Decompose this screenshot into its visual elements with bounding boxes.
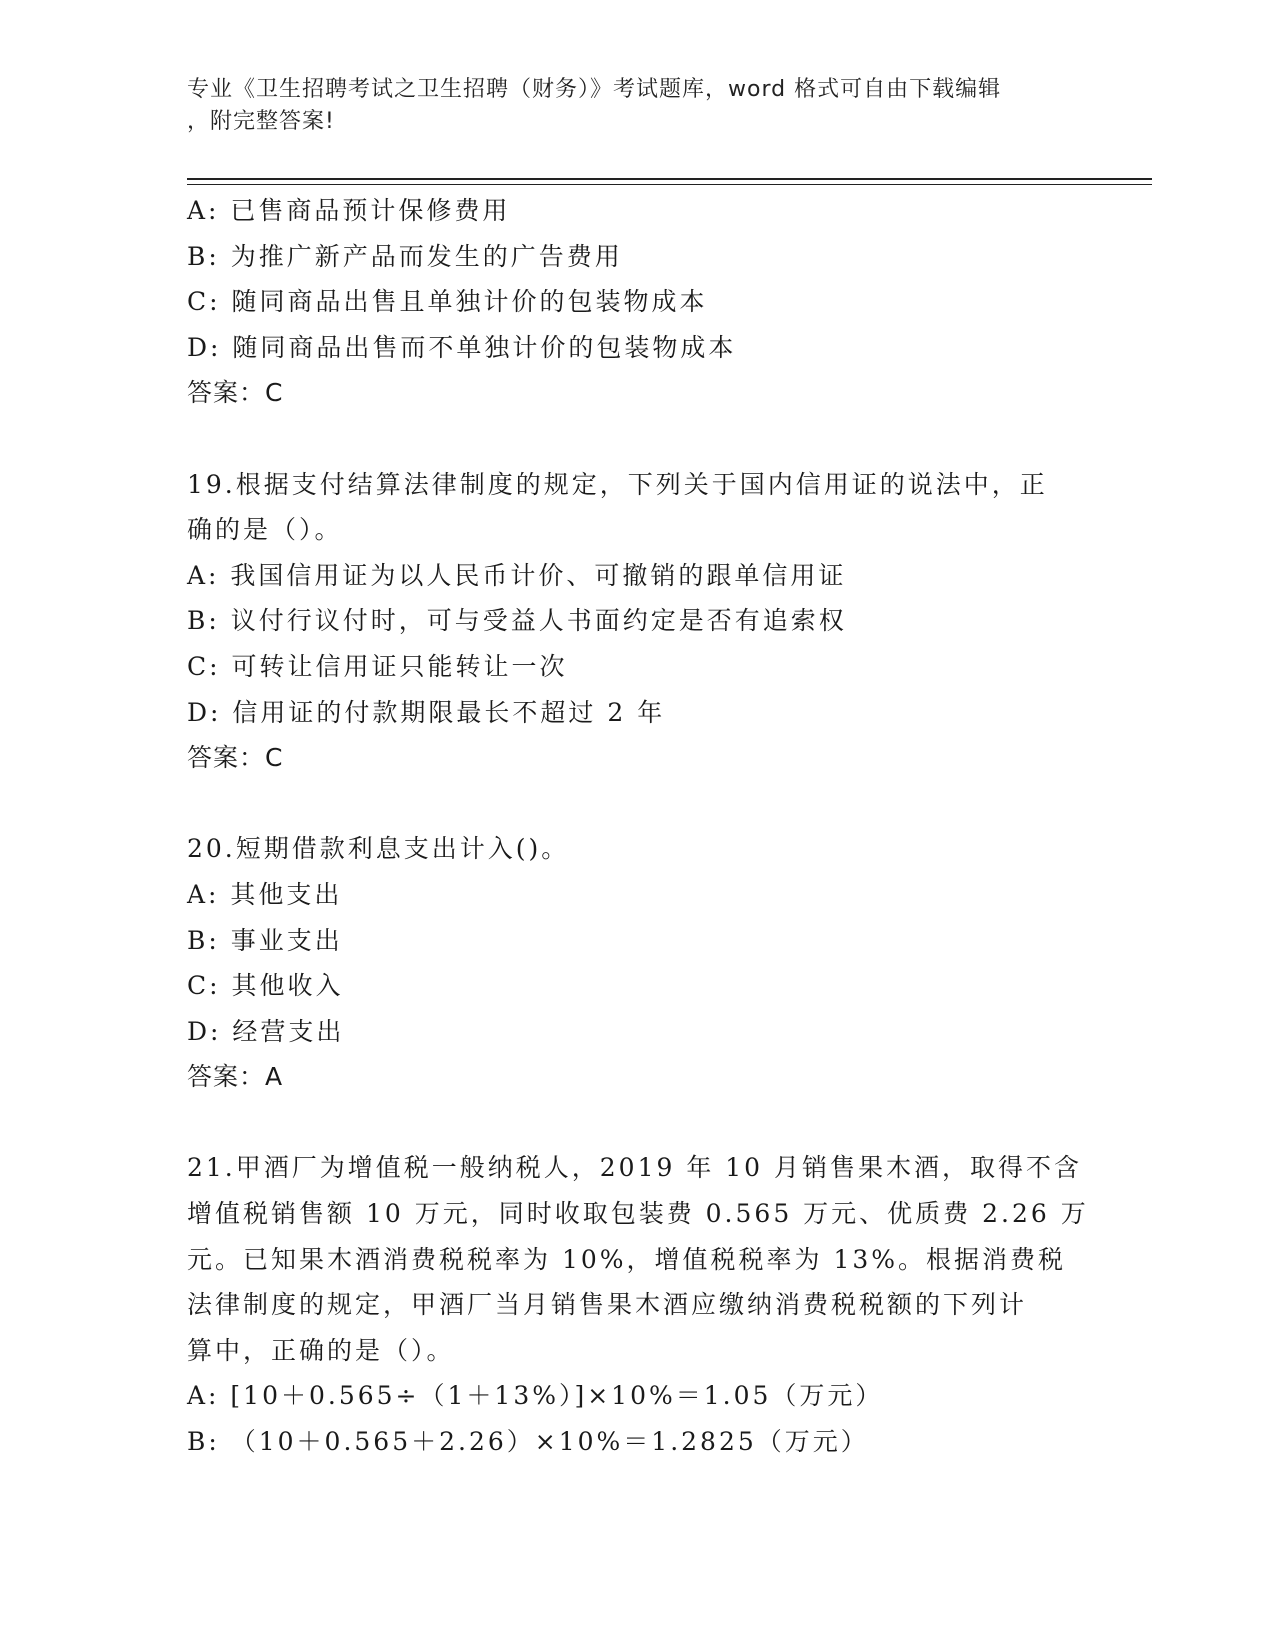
q19-stem-line-1: 19.根据支付结算法律制度的规定，下列关于国内信用证的说法中，正: [187, 469, 1048, 499]
q19-option-b: B: 议付行议付时，可与受益人书面约定是否有追索权: [187, 606, 847, 636]
q18-option-d: D: 随同商品出售而不单独计价的包装物成本: [187, 332, 737, 362]
q18-answer: 答案：C: [187, 378, 284, 408]
spacer: [187, 1100, 1087, 1146]
q20-option-d: D: 经营支出: [187, 1016, 345, 1046]
q19-option-d: D: 信用证的付款期限最长不超过 2 年: [187, 697, 666, 727]
document-header: [187, 74, 1067, 138]
q21-option-b: B: （10＋0.565＋2.26）×10%＝1.2825（万元）: [187, 1427, 869, 1457]
q21-stem-line-5: 算中，正确的是（）。: [187, 1335, 455, 1365]
q18-option-a: A: 已售商品预计保修费用: [187, 196, 511, 225]
q19-stem-line-2: 确的是（）。: [187, 515, 343, 545]
question-21: [187, 1145, 1087, 1464]
question-19: [187, 462, 1087, 781]
question-20: [187, 826, 1087, 1100]
q19-option-c: C: 可转让信用证只能转让一次: [187, 651, 568, 681]
q19-option-a: A: 我国信用证为以人民币计价、可撤销的跟单信用证: [187, 560, 847, 590]
header-rule-thick: [187, 178, 1152, 180]
q20-option-c: C: 其他收入: [187, 971, 344, 1001]
q18-option-b: B: 为推广新产品而发生的广告费用: [187, 241, 623, 271]
question-18: [187, 188, 1087, 416]
header-line-1: 专业《卫生招聘考试之卫生招聘（财务）》考试题库，word 格式可自由下载编辑: [187, 77, 1002, 102]
q21-stem-line-4: 法律制度的规定，甲酒厂当月销售果木酒应缴纳消费税税额的下列计: [187, 1290, 1028, 1320]
q20-option-a: A: 其他支出: [187, 879, 343, 909]
q21-stem-line-3: 元。已知果木酒消费税税率为 10%，增值税税率为 13%。根据消费税: [187, 1244, 1067, 1274]
q19-answer: 答案：C: [187, 743, 284, 773]
header-rule-thin: [187, 184, 1152, 185]
spacer: [187, 416, 1087, 462]
spacer: [187, 781, 1087, 827]
q21-stem-line-1: 21.甲酒厂为增值税一般纳税人，2019 年 10 月销售果木酒，取得不含: [187, 1153, 1083, 1183]
q20-stem-line-1: 20.短期借款利息支出计入()。: [187, 834, 570, 864]
q21-stem-line-2: 增值税销售额 10 万元，同时收取包装费 0.565 万元、优质费 2.26 万: [187, 1199, 1089, 1229]
q18-option-c: C: 随同商品出售且单独计价的包装物成本: [187, 287, 708, 317]
q20-option-b: B: 事业支出: [187, 925, 343, 955]
question-content: [187, 188, 1087, 1465]
header-line-2: ，附完整答案!: [187, 109, 335, 134]
q21-option-a: A: [10＋0.565÷（1＋13%）]×10%＝1.05（万元）: [187, 1381, 884, 1411]
q20-answer: 答案：A: [187, 1062, 284, 1092]
